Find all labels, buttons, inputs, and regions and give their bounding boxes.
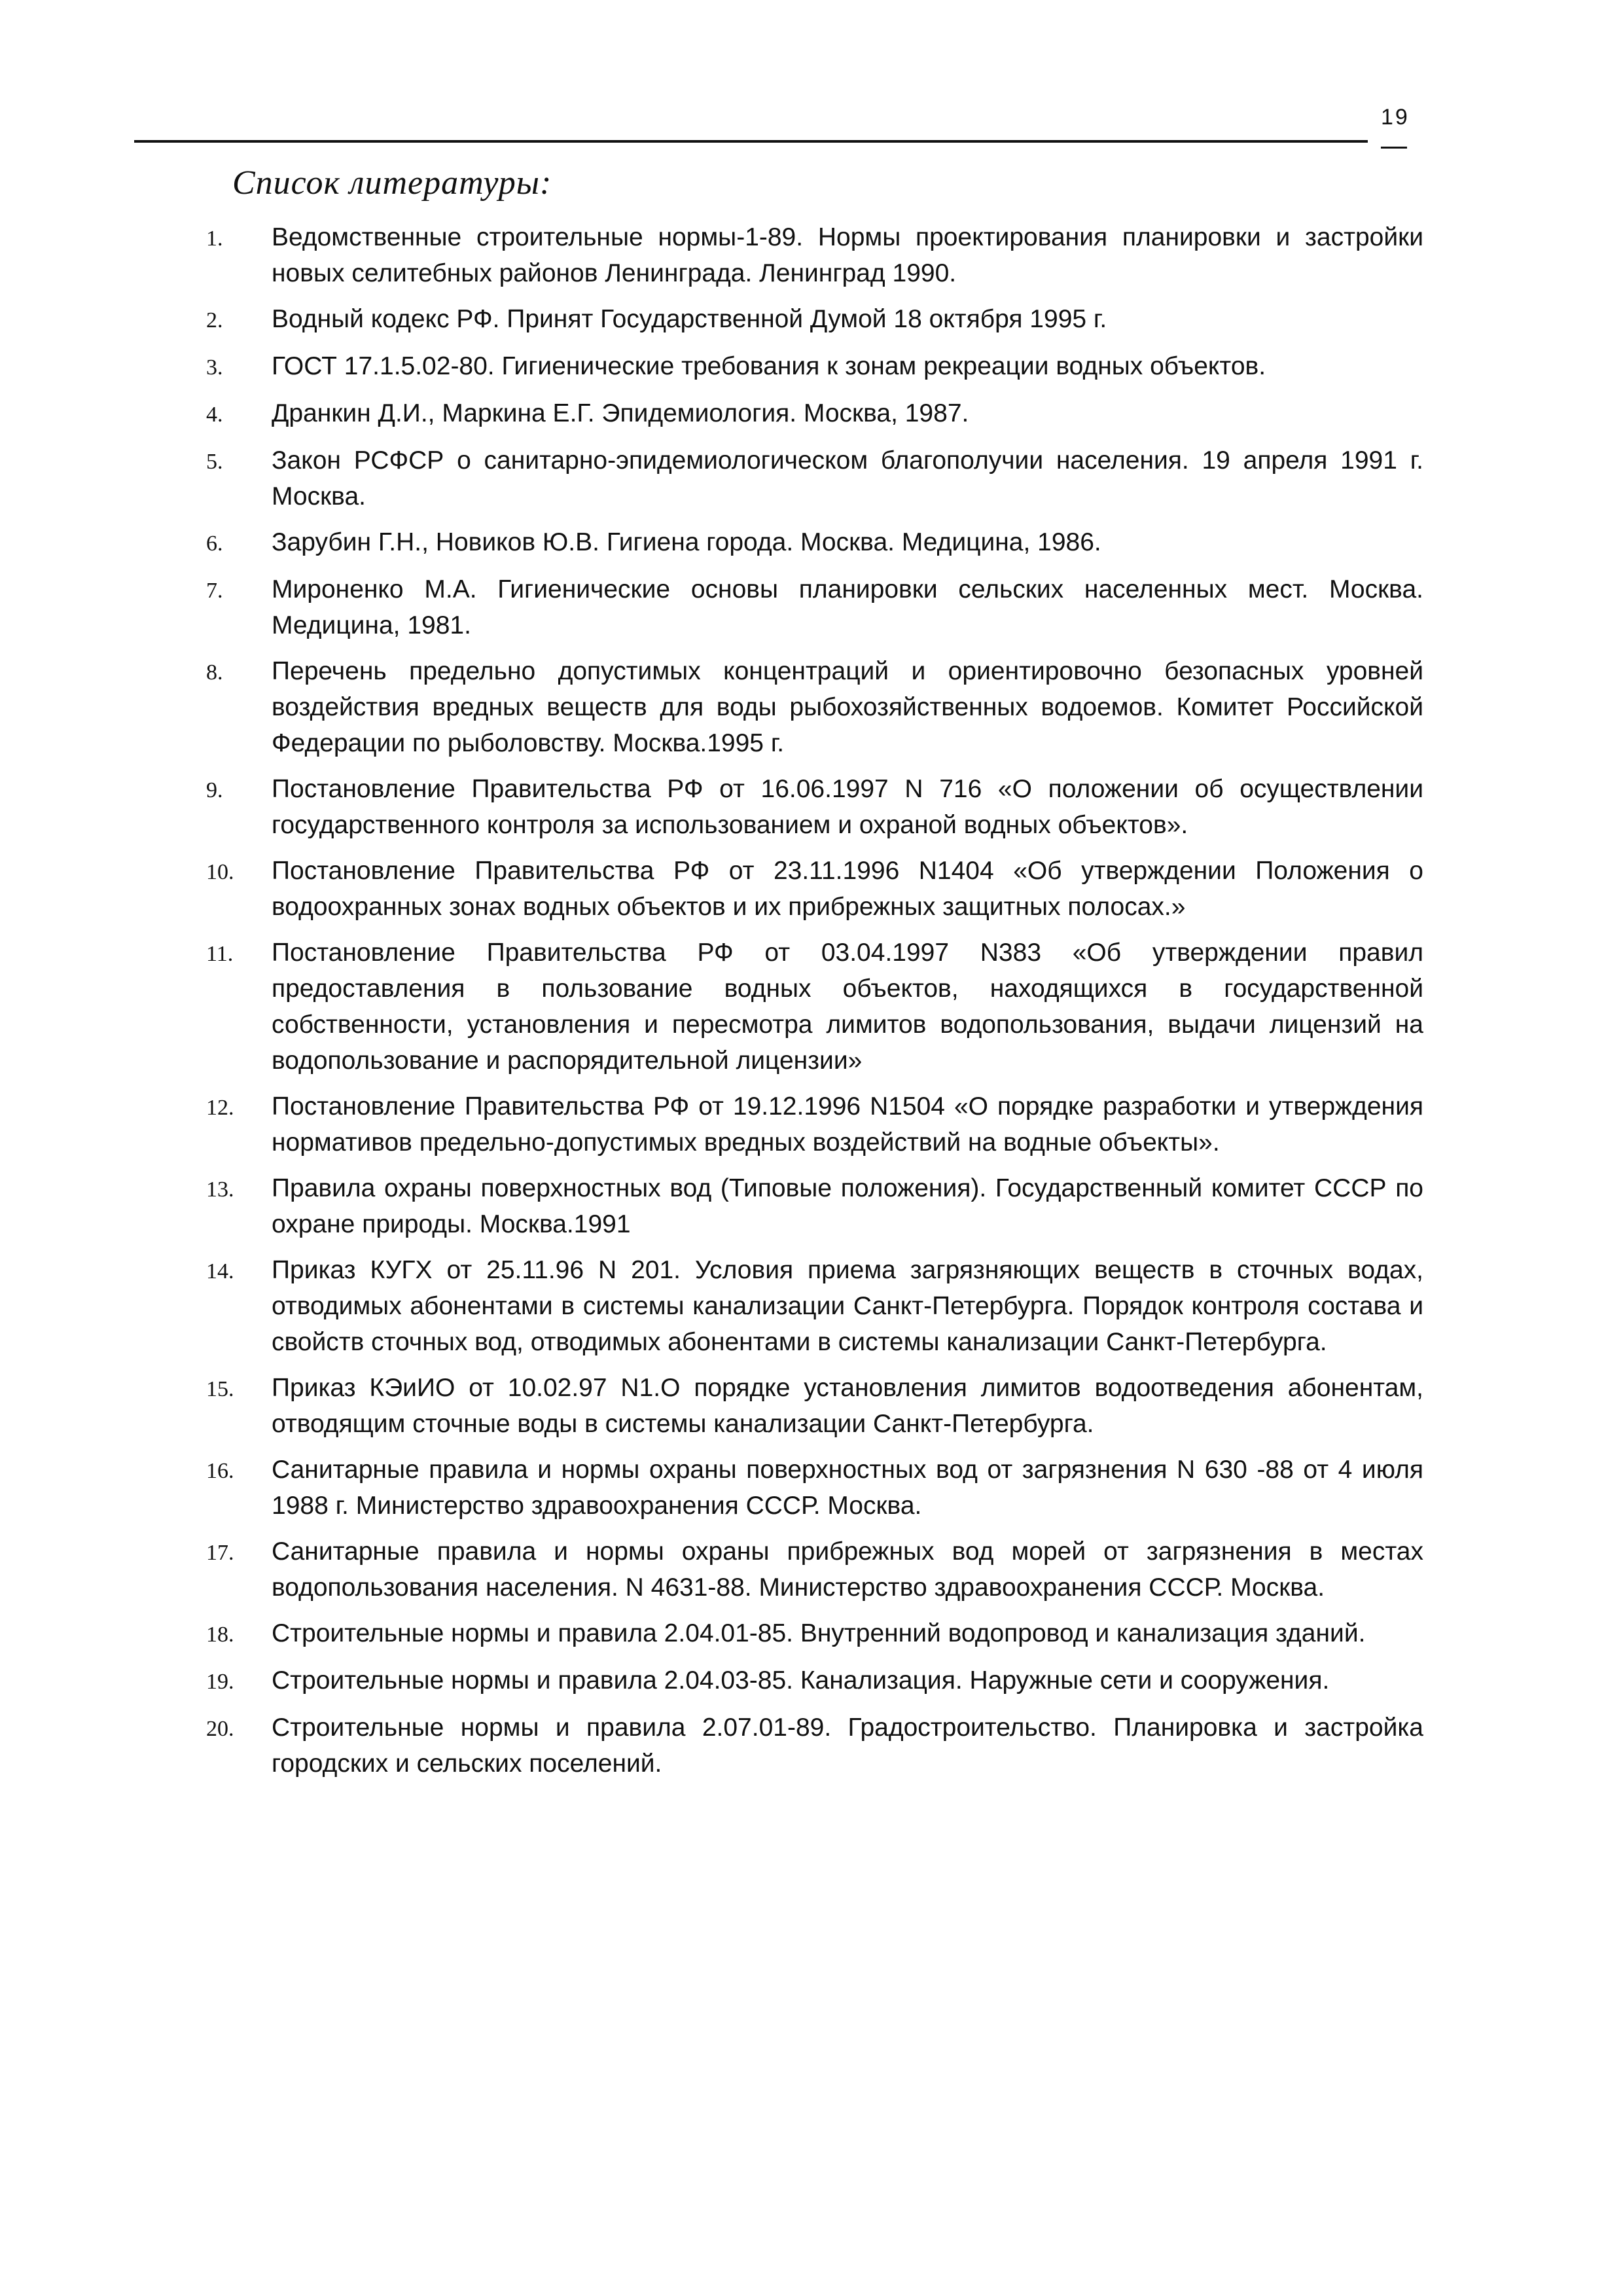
reference-item [206, 219, 1423, 291]
reference-number: 19. [206, 1670, 234, 1694]
reference-item [206, 653, 1423, 761]
reference-number: 5. [206, 450, 223, 474]
reference-number: 16. [206, 1459, 234, 1483]
reference-text: Дранкин Д.И., Маркина Е.Г. Эпидемиология. Москва, 1987. [272, 399, 969, 427]
reference-text: Постановление Правительства РФ от 03.04.1997 N383 «Об утверждении правил предоставления в пользование водных объектов, находящихся в государственной собственности, установления и пересмотра лимитов водопользования, выдачи лицензий на водопользование и распорядительной лицензии» [272, 939, 1423, 1075]
reference-number: 9. [206, 778, 223, 802]
reference-text: Постановление Правительства РФ от 19.12.1996 N1504 «О порядке разработки и утверждения нормативов предельно-допустимых вредных воздействий на водные объекты». [272, 1092, 1423, 1157]
reference-text: Водный кодекс РФ. Принят Государственной Думой 18 октября 1995 г. [272, 305, 1107, 333]
reference-number: 3. [206, 355, 223, 380]
reference-item [206, 524, 1423, 562]
reference-number: 15. [206, 1377, 234, 1401]
reference-item [206, 348, 1423, 386]
reference-text: Перечень предельно допустимых концентраций и ориентировочно безопасных уровней воздействия вредных веществ для воды рыбохозяйственных водоемов. Комитет Российской Федерации по рыболовству. Москва.1995 г. [272, 657, 1423, 757]
reference-number: 11. [206, 942, 234, 966]
reference-text: Приказ КУГХ от 25.11.96 N 201. Условия приема загрязняющих веществ в сточных водах, отводимых абонентами в системы канализации Санкт-Петербурга. Порядок контроля состава и свойств сточных вод, отводимых абонентами в системы канализации Санкт-Петербурга. [272, 1256, 1423, 1356]
reference-list [206, 219, 1423, 1791]
reference-text: Правила охраны поверхностных вод (Типовые положения). Государственный комитет СССР по охране природы. Москва.1991 [272, 1174, 1423, 1238]
reference-item [206, 1615, 1423, 1653]
reference-item [206, 935, 1423, 1079]
reference-item [206, 442, 1423, 514]
reference-item [206, 1370, 1423, 1442]
reference-number: 10. [206, 860, 234, 884]
reference-item [206, 1252, 1423, 1360]
reference-item [206, 771, 1423, 843]
reference-number: 2. [206, 308, 223, 332]
reference-item [206, 853, 1423, 925]
reference-text: Закон РСФСР о санитарно-эпидемиологическом благополучии населения. 19 апреля 1991 г. Москва. [272, 446, 1423, 511]
reference-text: ГОСТ 17.1.5.02-80. Гигиенические требования к зонам рекреации водных объектов. [272, 352, 1266, 380]
reference-text: Санитарные правила и нормы охраны прибрежных вод морей от загрязнения в местах водопользования населения. N 4631-88. Министерство здравоохранения СССР. Москва. [272, 1537, 1423, 1602]
reference-number: 14. [206, 1259, 234, 1283]
reference-text: Зарубин Г.Н., Новиков Ю.В. Гигиена города. Москва. Медицина, 1986. [272, 528, 1101, 556]
reference-text: Строительные нормы и правила 2.07.01-89. Градостроительство. Планировка и застройка городских и сельских поселений. [272, 1713, 1423, 1778]
reference-text: Постановление Правительства РФ от 23.11.1996 N1404 «Об утверждении Положения о водоохранных зонах водных объектов и их прибрежных защитных полосах.» [272, 857, 1423, 921]
page-number-underline [1381, 147, 1407, 149]
reference-item [206, 1662, 1423, 1700]
reference-text: Ведомственные строительные нормы-1-89. Нормы проектирования планировки и застройки новых селитебных районов Ленинграда. Ленинград 1990. [272, 223, 1423, 287]
reference-item [206, 395, 1423, 433]
reference-number: 6. [206, 531, 223, 556]
reference-item [206, 1534, 1423, 1605]
reference-text: Постановление Правительства РФ от 16.06.1997 N 716 «О положении об осуществлении государственного контроля за использованием и охраной водных объектов». [272, 775, 1423, 839]
reference-item [206, 301, 1423, 338]
reference-text: Строительные нормы и правила 2.04.01-85. Внутренний водопровод и канализация зданий. [272, 1619, 1366, 1647]
reference-item [206, 571, 1423, 643]
reference-text: Строительные нормы и правила 2.04.03-85. Канализация. Наружные сети и сооружения. [272, 1666, 1330, 1695]
reference-number: 1. [206, 226, 223, 251]
reference-item [206, 1452, 1423, 1524]
section-title: Список литературы: [232, 164, 552, 202]
reference-number: 7. [206, 579, 223, 603]
reference-number: 8. [206, 660, 223, 685]
reference-number: 20. [206, 1717, 234, 1741]
reference-number: 18. [206, 1623, 234, 1647]
page-number: 19 [1381, 105, 1410, 130]
reference-text: Мироненко М.А. Гигиенические основы планировки сельских населенных мест. Москва. Медицина, 1981. [272, 575, 1423, 639]
reference-number: 17. [206, 1541, 234, 1565]
reference-text: Санитарные правила и нормы охраны поверхностных вод от загрязнения N 630 -88 от 4 июля 1988 г. Министерство здравоохранения СССР. Москва. [272, 1456, 1423, 1520]
reference-number: 13. [206, 1177, 234, 1202]
reference-item [206, 1710, 1423, 1782]
reference-item [206, 1088, 1423, 1160]
reference-number: 4. [206, 403, 223, 427]
reference-item [206, 1170, 1423, 1242]
header-rule [134, 140, 1368, 143]
reference-number: 12. [206, 1096, 234, 1120]
reference-text: Приказ КЭиИО от 10.02.97 N1.О порядке установления лимитов водоотведения абонентам, отводящим сточные воды в системы канализации Санкт-Петербурга. [272, 1374, 1423, 1438]
